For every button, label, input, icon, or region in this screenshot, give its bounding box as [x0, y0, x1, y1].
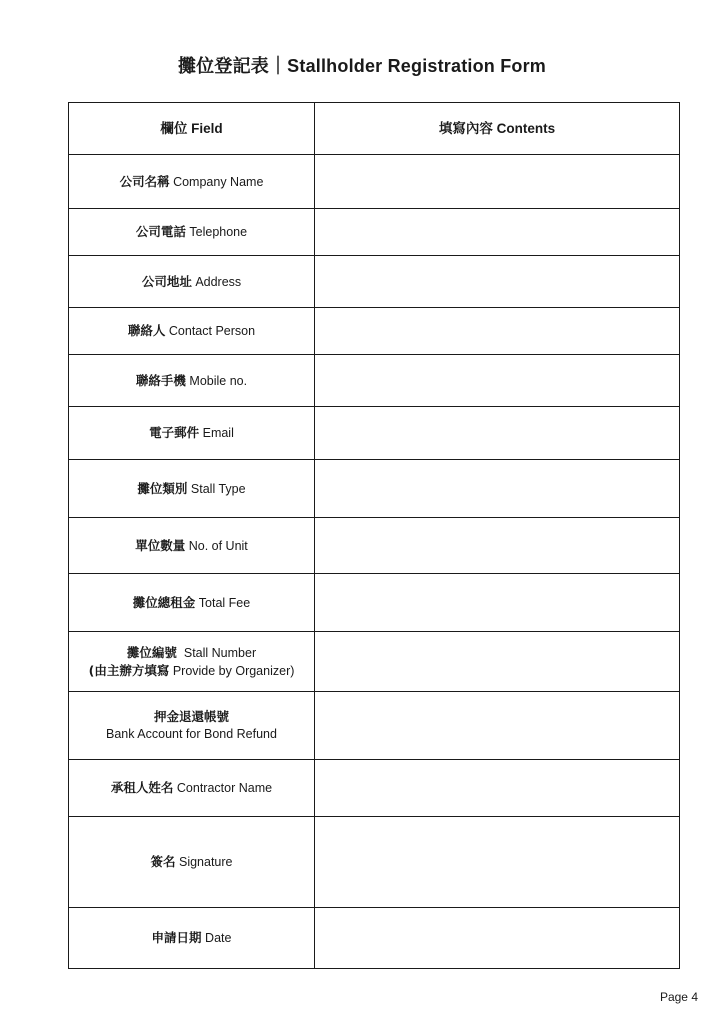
field-label-signature: 簽名 Signature — [69, 817, 315, 908]
table-row — [69, 760, 680, 817]
table-row — [69, 632, 680, 692]
email-field[interactable] — [315, 407, 680, 460]
title-chinese: 攤位登記表 — [177, 56, 269, 77]
title-english: Stallholder Registration Form — [287, 56, 547, 76]
field-label-contact-person: 聯絡人 Contact Person — [69, 308, 315, 355]
page-title — [0, 52, 724, 81]
field-label-address: 公司地址 Address — [69, 256, 315, 308]
table-row — [69, 407, 680, 460]
header-field: 欄位 Field — [69, 103, 315, 155]
field-label-mobile: 聯絡手機 Mobile no. — [69, 355, 315, 407]
table-row — [69, 817, 680, 908]
table-row — [69, 256, 680, 308]
table-row — [69, 692, 680, 760]
table-header-row — [69, 103, 680, 155]
telephone-field[interactable] — [315, 209, 680, 256]
field-label-company-name: 公司名稱 Company Name — [69, 155, 315, 209]
contractor-name-field[interactable] — [315, 760, 680, 817]
field-label-telephone: 公司電話 Telephone — [69, 209, 315, 256]
bank-account-field[interactable] — [315, 692, 680, 760]
table-row — [69, 460, 680, 518]
contact-person-field[interactable] — [315, 308, 680, 355]
title-separator: ｜ — [268, 56, 288, 76]
page-number: Page 4 — [659, 990, 698, 1004]
date-field[interactable] — [315, 908, 680, 969]
registration-form-table — [68, 102, 680, 969]
table-row — [69, 518, 680, 574]
table-row — [69, 308, 680, 355]
stall-type-field[interactable] — [315, 460, 680, 518]
field-label-no-of-unit: 單位數量 No. of Unit — [69, 518, 315, 574]
field-label-total-fee: 攤位總租金 Total Fee — [69, 574, 315, 632]
field-label-stall-number: 攤位編號 Stall Number (由主辦方填寫 Provide by Organizer) — [69, 632, 315, 692]
table-row — [69, 908, 680, 969]
table-row — [69, 355, 680, 407]
stall-number-field[interactable] — [315, 632, 680, 692]
total-fee-field[interactable] — [315, 574, 680, 632]
no-of-unit-field[interactable] — [315, 518, 680, 574]
table-row — [69, 155, 680, 209]
company-name-field[interactable] — [315, 155, 680, 209]
table-row — [69, 574, 680, 632]
signature-field[interactable] — [315, 817, 680, 908]
field-label-date: 申請日期 Date — [69, 908, 315, 969]
field-label-stall-type: 攤位類別 Stall Type — [69, 460, 315, 518]
field-label-bank-account: 押金退還帳號 Bank Account for Bond Refund — [69, 692, 315, 760]
mobile-field[interactable] — [315, 355, 680, 407]
header-contents: 填寫內容 Contents — [315, 103, 680, 155]
field-label-contractor-name: 承租人姓名 Contractor Name — [69, 760, 315, 817]
address-field[interactable] — [315, 256, 680, 308]
table-row — [69, 209, 680, 256]
field-label-email: 電子郵件 Email — [69, 407, 315, 460]
